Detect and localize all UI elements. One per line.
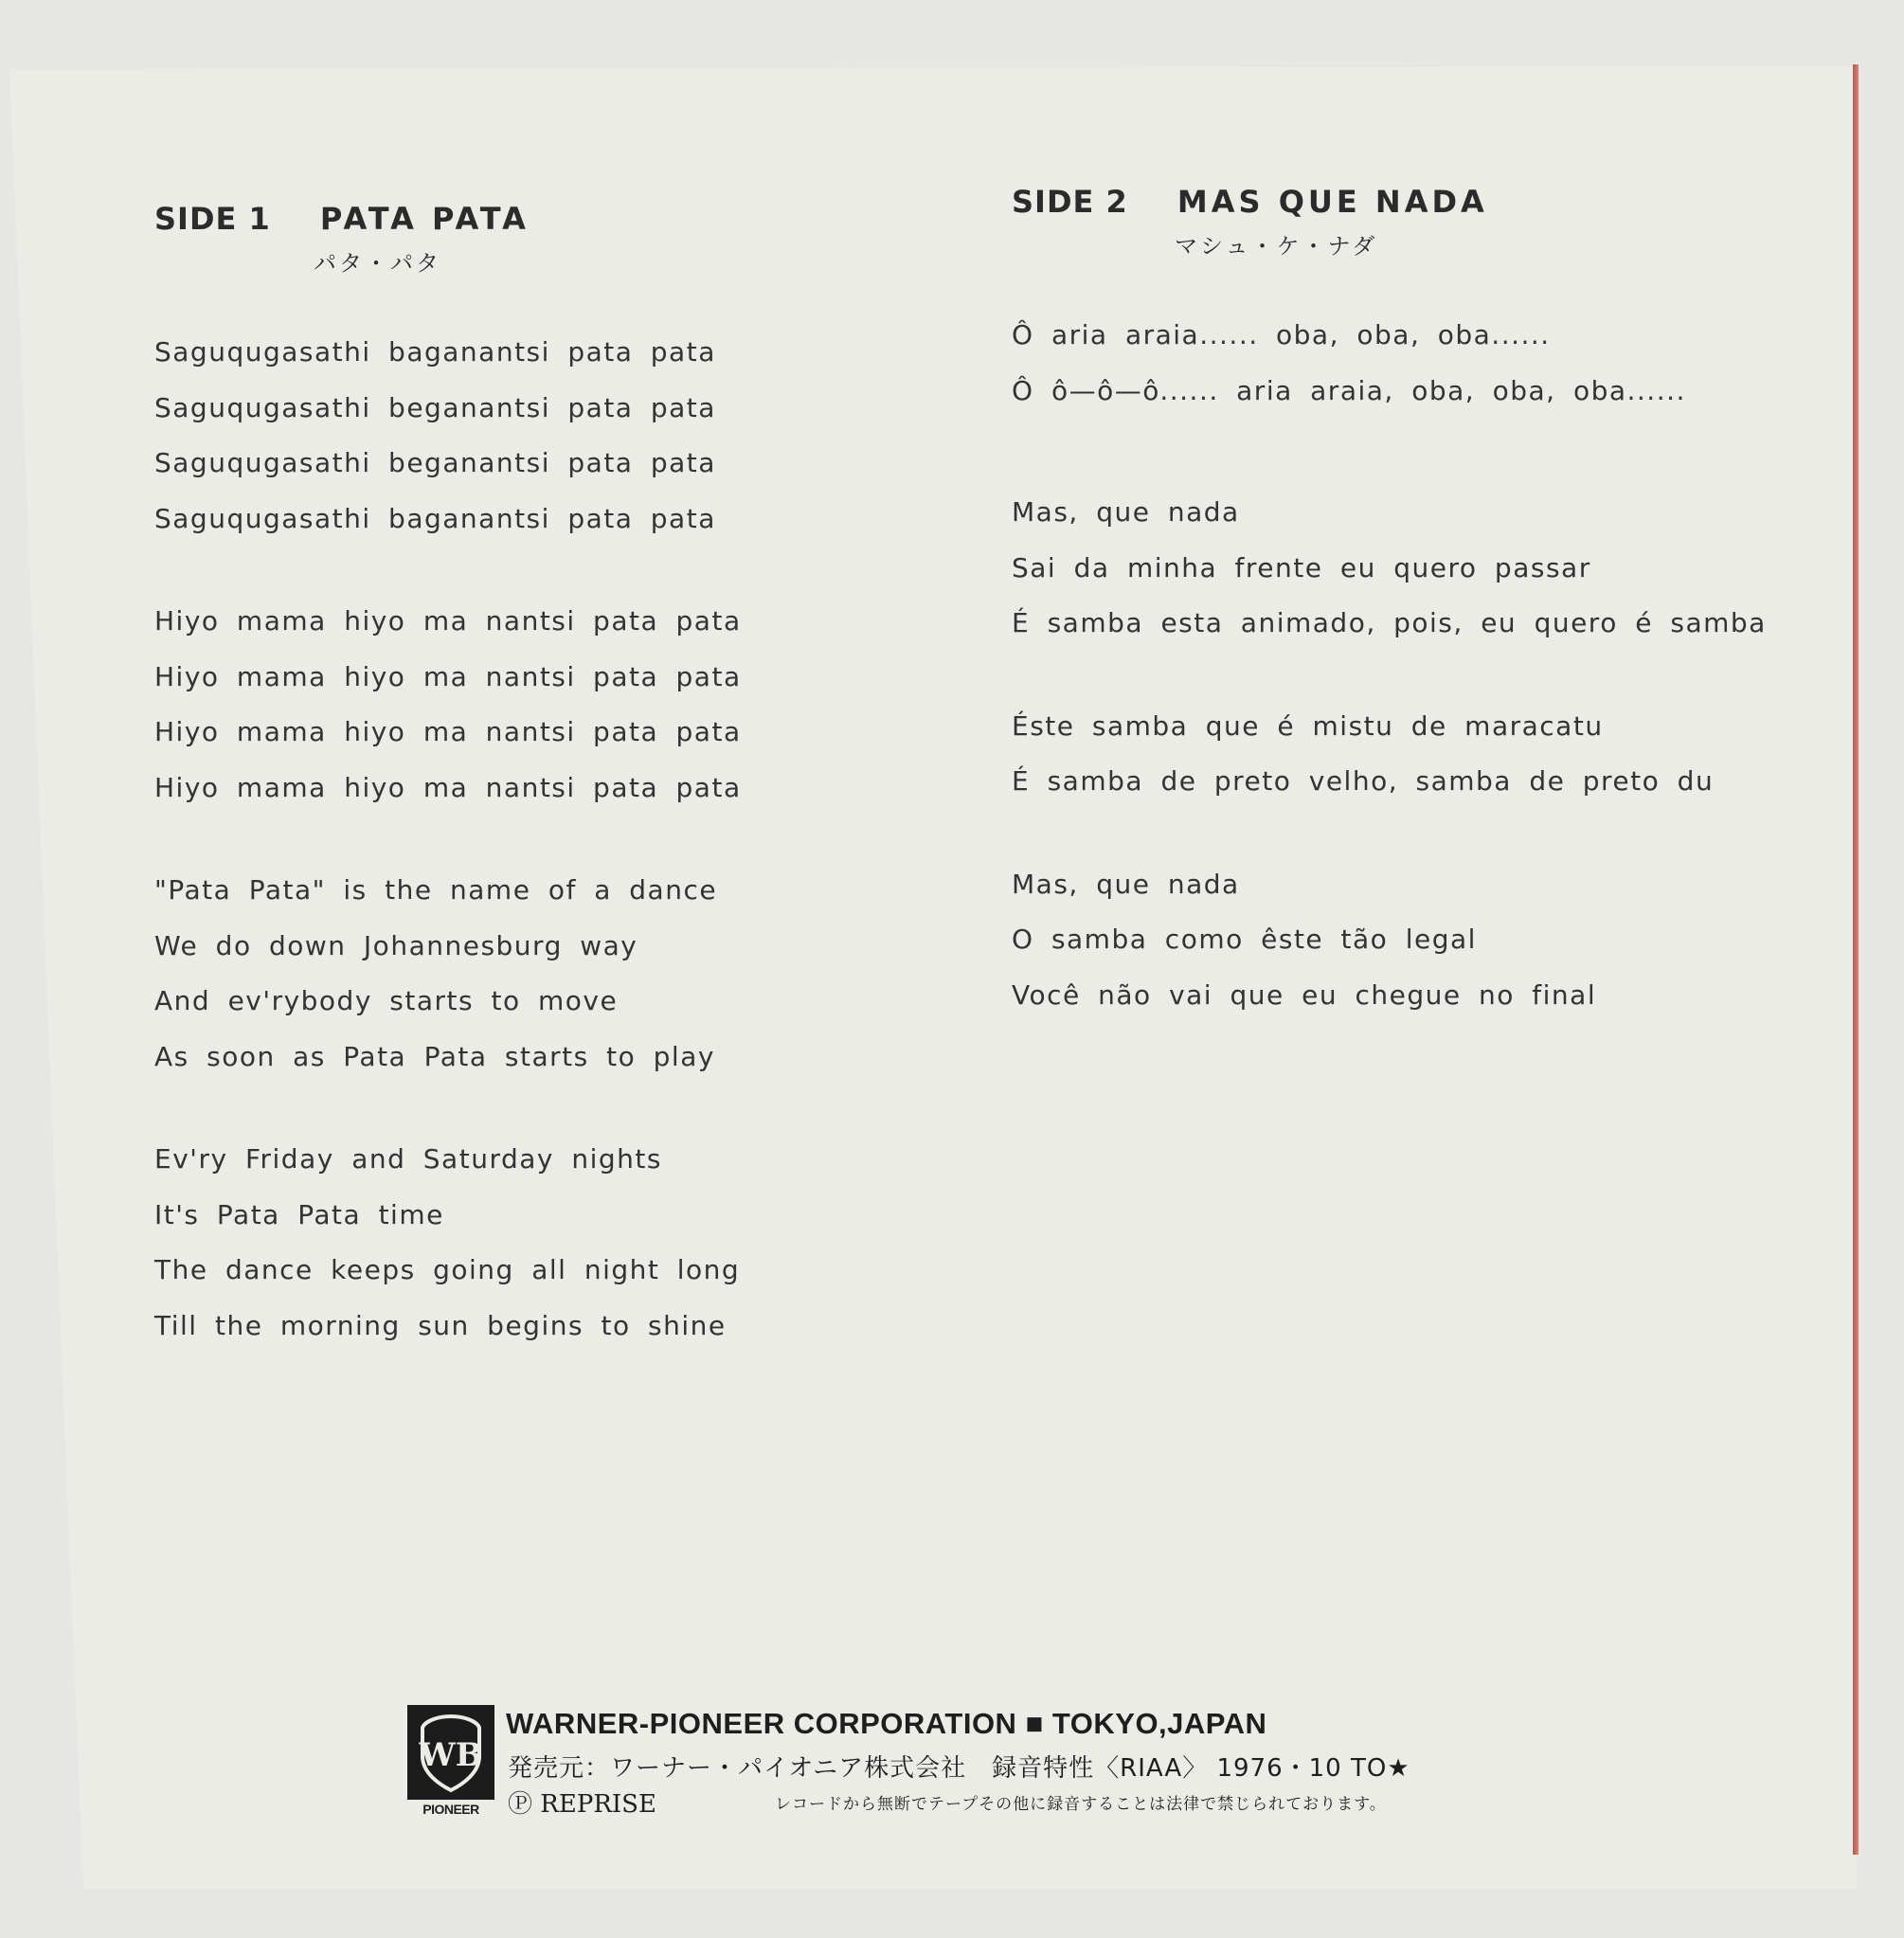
- lyric-line: Ô ô—ô—ô...... aria araia, oba, oba, oba......: [1012, 374, 1686, 406]
- pioneer-logo-caption: PIONEER: [422, 1802, 479, 1817]
- lyric-line: É samba de preto velho, samba de preto du: [1012, 765, 1715, 797]
- side-1-number: SIDE 1: [154, 201, 271, 237]
- side-2-heading: [1012, 184, 1767, 220]
- lyric-line: Sai da minha frente eu quero passar: [1012, 551, 1591, 583]
- copyright-warning: レコードから無断でテープその他に録音することは法律で禁じられております。: [775, 1795, 1387, 1814]
- lyric-line: Saguqugasathi baganantsi pata pata: [154, 336, 716, 368]
- label-footer: [407, 1705, 1487, 1828]
- lyric-line: Você não vai que eu chegue no final: [1012, 978, 1597, 1011]
- lyric-line: Mas, que nada: [1012, 868, 1240, 900]
- lyric-line: Ev'ry Friday and Saturday nights: [154, 1143, 662, 1175]
- side-2-section: [1012, 184, 1767, 1070]
- lyric-line: Hiyo mama hiyo ma nantsi pata pata: [154, 716, 742, 747]
- lyric-line: Hiyo mama hiyo ma nantsi pata pata: [154, 660, 742, 692]
- verse: [1012, 308, 1767, 419]
- side-2-title: MAS QUE NADA: [1177, 184, 1488, 220]
- sleeve-edge: [1853, 64, 1859, 1855]
- lyric-line: It's Pata Pata time: [154, 1198, 444, 1230]
- lyric-line: O samba como êste tão legal: [1012, 924, 1477, 955]
- lyric-line: É samba esta animado, pois, eu quero é samba: [1012, 607, 1767, 638]
- lyric-line: The dance keeps going all night long: [154, 1254, 741, 1285]
- lyric-line: Ô aria araia...... oba, oba, oba......: [1012, 319, 1551, 350]
- verse: [1012, 699, 1767, 810]
- side-1-lyrics: [154, 325, 742, 1354]
- side-1-title: PATA PATA: [319, 201, 530, 237]
- side-1-title-kana: パタ・パタ: [314, 250, 441, 277]
- lyric-line: We do down Johannesburg way: [154, 929, 638, 961]
- verse: [1012, 857, 1767, 1024]
- verse: [154, 594, 742, 816]
- wb-shield-logo-icon: [407, 1705, 494, 1800]
- lyric-line: Saguqugasathi beganantsi pata pata: [154, 447, 716, 478]
- record-label: Ⓟ REPRISE: [508, 1790, 656, 1819]
- corporation-name: WARNER-PIONEER CORPORATION ■ TOKYO,JAPAN: [506, 1707, 1267, 1740]
- verse: [1012, 485, 1767, 652]
- distributor-line: 発売元：ワーナー・パイオニア株式会社 録音特性〈RIAA〉 1976・10 TO★: [508, 1754, 1410, 1783]
- lyric-line: Till the morning sun begins to shine: [154, 1309, 727, 1341]
- verse: [154, 863, 742, 1085]
- lyric-line: As soon as Pata Pata starts to play: [154, 1040, 715, 1072]
- verse: [154, 325, 742, 547]
- lyric-line: Saguqugasathi baganantsi pata pata: [154, 502, 716, 534]
- wb-logo-letters: WB: [419, 1736, 483, 1774]
- side-2-lyrics: [1012, 308, 1767, 1023]
- lyric-line: Hiyo mama hiyo ma nantsi pata pata: [154, 771, 742, 803]
- verse: [154, 1132, 742, 1354]
- lyric-line: "Pata Pata" is the name of a dance: [154, 874, 718, 906]
- lyric-line: Éste samba que é mistu de maracatu: [1012, 709, 1604, 742]
- lyric-line: Mas, que nada: [1012, 496, 1240, 528]
- side-1-section: [154, 201, 742, 1401]
- lyric-line: And ev'rybody starts to move: [154, 985, 619, 1016]
- side-1-heading: [154, 201, 742, 237]
- lyric-line: Saguqugasathi beganantsi pata pata: [154, 391, 716, 423]
- side-2-title-kana: マシュ・ケ・ナダ: [1175, 233, 1378, 260]
- lyric-line: Hiyo mama hiyo ma nantsi pata pata: [154, 605, 742, 637]
- side-2-number: SIDE 2: [1012, 184, 1128, 220]
